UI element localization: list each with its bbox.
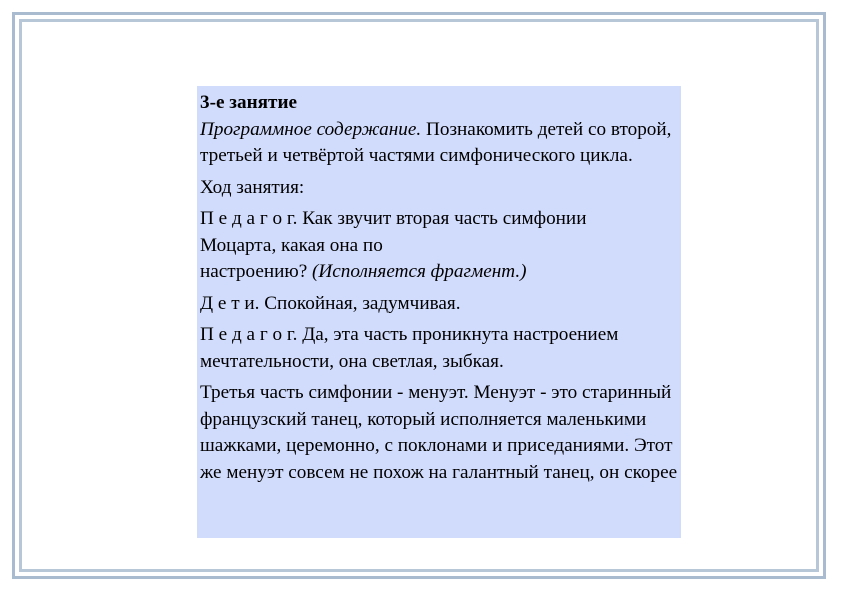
teacher-speaker-2: П е д а г о г. — [200, 324, 298, 345]
children-answer-paragraph — [200, 291, 681, 318]
teacher-reply-paragraph — [200, 322, 681, 375]
teacher-question-line-1: Как звучит вторая часть симфонии — [297, 208, 587, 229]
program-label: Программное содержание. — [200, 118, 422, 140]
program-text: Познакомить детей со второй, третьей и четвёртой частями симфонического цикла. — [200, 118, 672, 166]
course-heading: Ход занятия: — [200, 176, 305, 198]
stage-direction: (Исполняется фрагмент.) — [312, 261, 527, 282]
children-speaker: Д е т и. — [200, 292, 260, 314]
lesson-text-box — [197, 86, 681, 538]
teacher-question-line-2: Моцарта, какая она по — [200, 234, 383, 256]
children-answer-text: Спокойная, задумчивая. — [259, 292, 461, 314]
teacher-question-paragraph — [200, 206, 681, 286]
minuet-paragraph: Третья часть симфонии - менуэт. Менуэт - это старинный французский танец, который исполняется маленькими шажками, церемонно, с поклонами и приседаниями. Этот же менуэт совсем не похож на галантный танец, он скорее — [200, 382, 678, 483]
lesson-title: 3-е занятие — [200, 92, 298, 113]
teacher-speaker-1: П е д а г о г. — [200, 208, 298, 229]
teacher-reply-text: Да, эта часть проникнута настроением мечтательности, она светлая, зыбкая. — [200, 324, 619, 372]
program-paragraph — [200, 117, 681, 170]
teacher-question-line-3: настроению? — [200, 261, 313, 282]
